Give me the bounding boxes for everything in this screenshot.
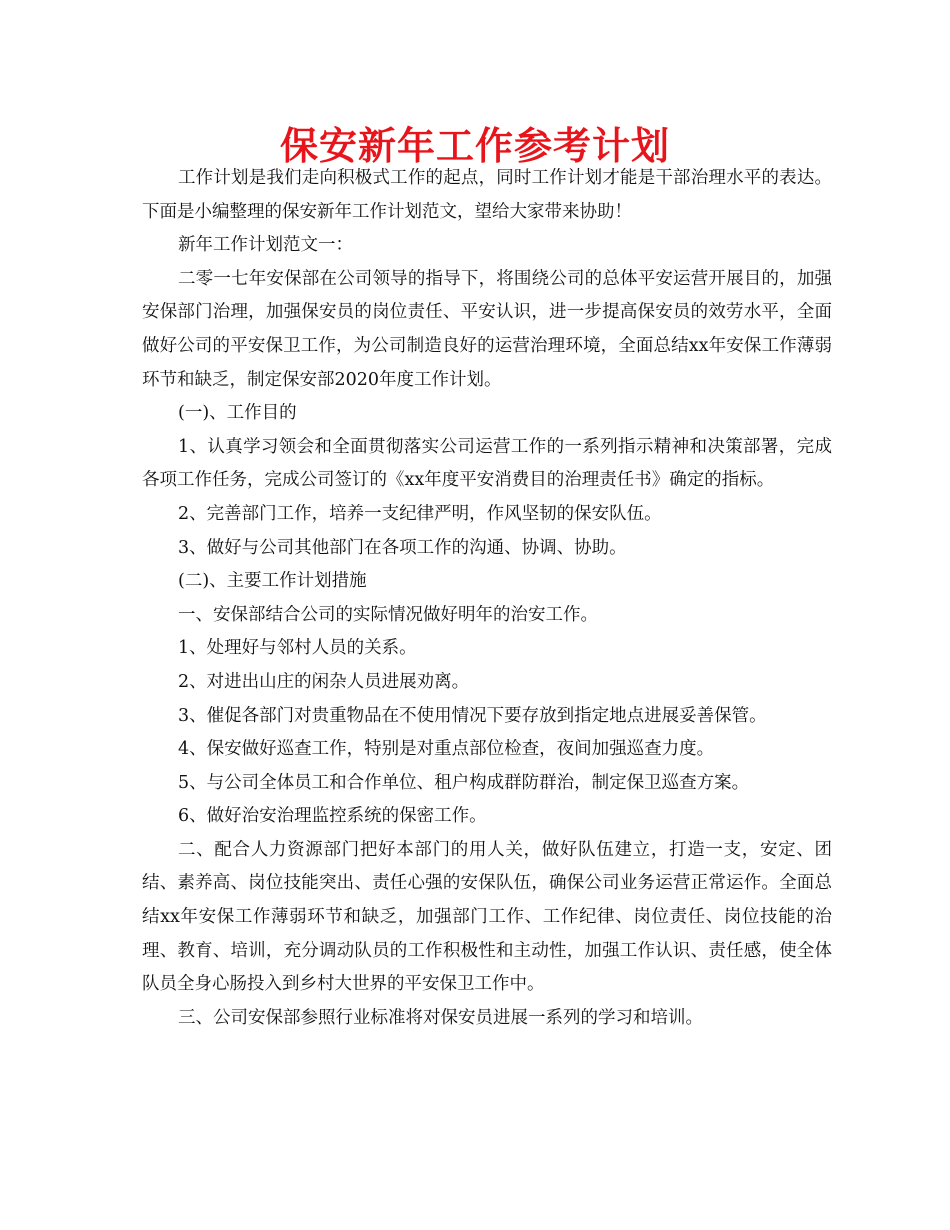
measure-heading-1: 一、安保部结合公司的实际情况做好明年的治安工作。 xyxy=(178,604,598,625)
measure-item-6: 6、做好治安治理监控系统的保密工作。 xyxy=(178,806,487,827)
measure-item-4: 4、保安做好巡查工作，特别是对重点部位检查，夜间加强巡查力度。 xyxy=(178,739,715,760)
measure-item-2: 2、对进出山庄的闲杂人员进展劝离。 xyxy=(178,671,470,692)
measure-item-5: 5、与公司全体员工和合作单位、租户构成群防群治，制定保卫巡查方案。 xyxy=(178,772,750,793)
document-title: 保安新年工作参考计划 xyxy=(279,124,670,168)
measure-item-3: 3、催促各部门对贵重物品在不使用情况下要存放到指定地点进展妥善保管。 xyxy=(178,705,767,726)
goal-item-2: 2、完善部门工作，培养一支纪律严明，作风坚韧的保安队伍。 xyxy=(178,503,662,524)
goal-item-3: 3、做好与公司其他部门在各项工作的沟通、协调、协助。 xyxy=(178,537,627,558)
measure-item-1: 1、处理好与邻村人员的关系。 xyxy=(178,638,417,659)
measure-heading-3: 三、公司安保部参照行业标准将对保安员进展一系列的学习和培训。 xyxy=(178,1007,703,1028)
paragraph-overview: 二零一七年安保部在公司领导的指导下，将围绕公司的总体平安运营开展目的，加强安保部门治理，加强保安员的岗位责任、平安认识，进一步提高保安员的效劳水平，全面做好公司的平安保卫工作，为公司制造良好的运营治理环境，全面总结xx年安保工作薄弱环节和缺乏，制定保安部2020年度工作计划。 xyxy=(142,268,832,390)
document-body xyxy=(142,162,832,1035)
goal-item-1: 1、认真学习领会和全面贯彻落实公司运营工作的一系列指示精神和决策部署，完成各项工作任务，完成公司签订的《xx年度平安消费目的治理责任书》确定的指标。 xyxy=(142,436,832,491)
paragraph-sample-heading: 新年工作计划范文一： xyxy=(178,235,353,256)
measure-heading-2: 二、配合人力资源部门把好本部门的用人关，做好队伍建立，打造一支，安定、团结、素养高、岗位技能突出、责任心强的安保队伍，确保公司业务运营正常运作。全面总结xx年安保工作薄弱环节和缺乏，加强部门工作、工作纪律、岗位责任、岗位技能的治理、教育、培训，充分调动队员的工作积极性和主动性，加强工作认识、责任感，使全体队员全身心肠投入到乡村大世界的平安保卫工作中。 xyxy=(142,839,832,995)
paragraph-intro: 工作计划是我们走向积极式工作的起点，同时工作计划才能是干部治理水平的表达。下面是小编整理的保安新年工作计划范文，望给大家带来协助！ xyxy=(142,168,832,222)
section-heading-measures: (二)、主要工作计划措施 xyxy=(178,571,367,592)
section-heading-goals: (一)、工作目的 xyxy=(178,403,297,424)
